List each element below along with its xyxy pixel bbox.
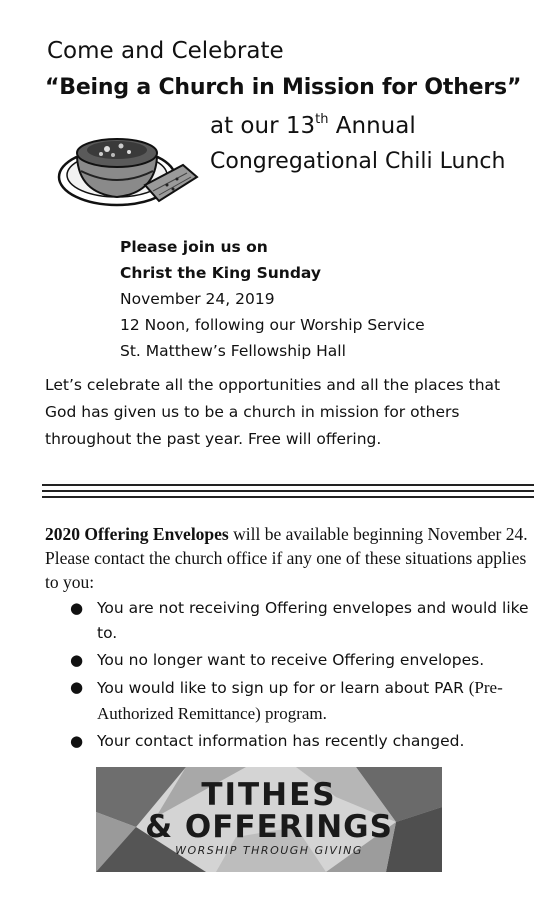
list-item-text: Your contact information has recently changed.: [97, 732, 465, 750]
banner-subtitle: WORSHIP THROUGH GIVING: [175, 844, 363, 857]
envelopes-paragraph: [45, 522, 540, 594]
heading-chili-lunch: Congregational Chili Lunch: [210, 149, 506, 174]
situations-list: [70, 596, 540, 756]
heading-annual: [210, 112, 416, 139]
tithes-offerings-banner: [96, 767, 442, 872]
heading-come-and-celebrate: Come and Celebrate: [47, 38, 284, 64]
celebrate-paragraph: Let’s celebrate all the opportunities and all the places that God has given us to be a church in mission for others throughout the past year. Free will offering.: [45, 376, 501, 448]
annual-superscript: th: [315, 112, 329, 127]
banner-title-tithes: TITHES: [201, 777, 337, 813]
list-item-text: You are not receiving Offering envelopes and would like to.: [97, 599, 529, 642]
bullet-icon: ●: [70, 599, 84, 617]
banner-title-offerings: & OFFERINGS: [145, 809, 393, 845]
list-item: [70, 675, 540, 727]
heading-theme: “Being a Church in Mission for Others”: [45, 75, 522, 100]
bullet-icon: ●: [70, 678, 84, 696]
bullet-icon: ●: [70, 651, 84, 669]
bullet-icon: ●: [70, 732, 84, 750]
divider-rule: [42, 496, 534, 498]
event-place: St. Matthew’s Fellowship Hall: [120, 342, 346, 360]
list-item: [70, 596, 540, 646]
event-date: November 24, 2019: [120, 290, 275, 308]
list-item: [70, 648, 540, 673]
annual-prefix: at our 13: [210, 113, 316, 139]
divider-rule: [42, 490, 534, 492]
envelopes-text: will be available beginning November 24. Please contact the church office if any one of these situations applies to you:: [45, 524, 528, 592]
envelopes-bold-lead: 2020 Offering Envelopes: [45, 524, 229, 544]
list-item-text: You no longer want to receive Offering envelopes.: [97, 651, 485, 669]
list-item-text: You would like to sign up for or learn about PAR: [97, 679, 469, 697]
event-time: 12 Noon, following our Worship Service: [120, 316, 425, 334]
event-invite: Please join us on: [120, 238, 268, 256]
chili-bowl-image: [55, 115, 200, 220]
divider-rule: [42, 484, 534, 486]
list-item: [70, 729, 540, 754]
event-occasion: Christ the King Sunday: [120, 264, 322, 282]
list-item-text-serif: (Pre-Authorized Remittance) program.: [97, 678, 503, 723]
annual-suffix: Annual: [328, 113, 416, 139]
